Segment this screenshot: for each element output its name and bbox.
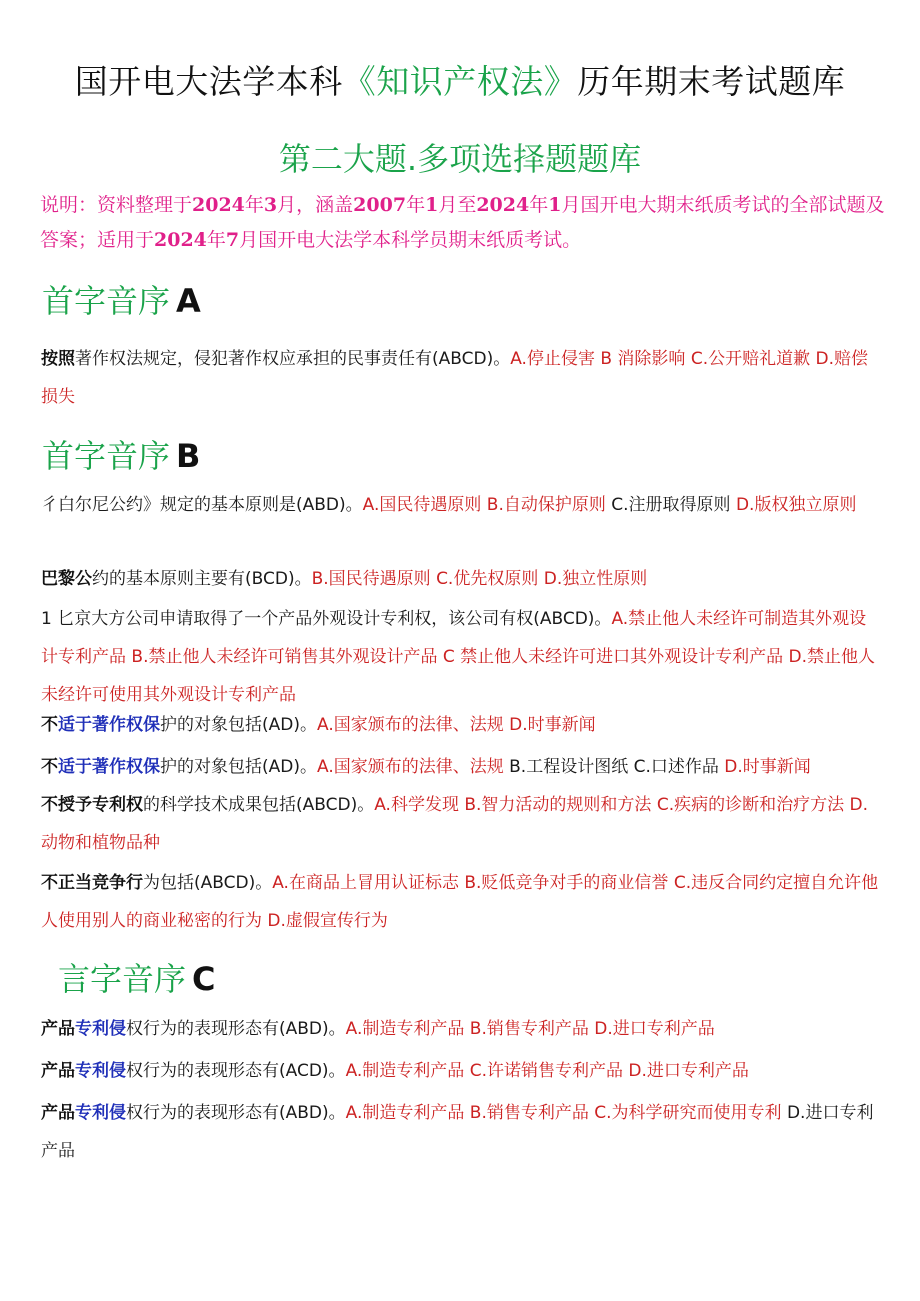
question-item: 不正当竞争行为包括(ABCD)。A.在商品上冒用认证标志 B.贬低竞争对手的商业信誉 C.违反合同约定擅自允许他人使用别人的商业秘密的行为 D.虚假宣传行为 [41, 873, 879, 931]
question-item: 1 匕京大方公司申请取得了一个产品外观设计专利权，该公司有权(ABCD)。A.禁止他人未经许可制造其外观设计专利产品 B.禁止他人未经许可销售其外观设计产品 C 禁止他人未经许可进口其外观设计专利产品 D.禁止他人未经许可使用其外观设计专利产品 [41, 609, 876, 705]
question-item: 不适于著作权保护的对象包括(AD)。A.国家颁布的法律、法规 D.时事新闻 [41, 715, 596, 735]
question-item: 不适于著作权保护的对象包括(AD)。A.国家颁布的法律、法规 B.工程设计图纸 C.口述作品 D.时事新闻 [41, 757, 811, 777]
question-item: 产品专利侵权行为的表现形态有(ABD)。A.制造专利产品 B.销售专利产品 D.进口专利产品 [41, 1019, 715, 1039]
section-heading-a: 首字音序 A [42, 282, 201, 320]
question-item: 按照著作权法规定，侵犯著作权应承担的民事责任有(ABCD)。A.停止侵害 B 消除影响 C.公开赔礼道歉 D.赔偿损失 [41, 349, 868, 407]
section-subtitle: 第二大题.多项选择题题库 [278, 140, 642, 178]
question-item: 巴黎公约的基本原则主要有(BCD)。B.国民待遇原则 C.优先权原则 D.独立性原则 [41, 569, 648, 589]
section-heading-b: 首字音序 B [42, 437, 201, 475]
description-note: 说明：资料整理于2024年3月，涵盖2007年1月至2024年1月国开电大期末纸质考试的全部试题及答案；适用于2024年7月国开电大法学本科学员期末纸质考试。 [40, 194, 885, 251]
question-item: 不授予专利权的科学技术成果包括(ABCD)。A.科学发现 B.智力活动的规则和方法 C.疾病的诊断和治疗方法 D.动物和植物品种 [41, 795, 868, 853]
question-item: 产品专利侵权行为的表现形态有(ABD)。A.制造专利产品 B.销售专利产品 C.为科学研究而使用专利 D.进口专利产品 [41, 1103, 874, 1161]
section-heading-c: 言字音序 C [58, 960, 216, 998]
page-title: 国开电大法学本科《知识产权法》历年期末考试题库 [74, 62, 846, 101]
course-name: 《知识产权法》 [342, 62, 578, 101]
question-item: 产品专利侵权行为的表现形态有(ACD)。A.制造专利产品 C.许诺销售专利产品 D.进口专利产品 [41, 1061, 749, 1081]
question-item: 彳白尔尼公约》规定的基本原则是(ABD)。A.国民待遇原则 B.自动保护原则 C.注册取得原则 D.版权独立原则 [41, 495, 857, 515]
